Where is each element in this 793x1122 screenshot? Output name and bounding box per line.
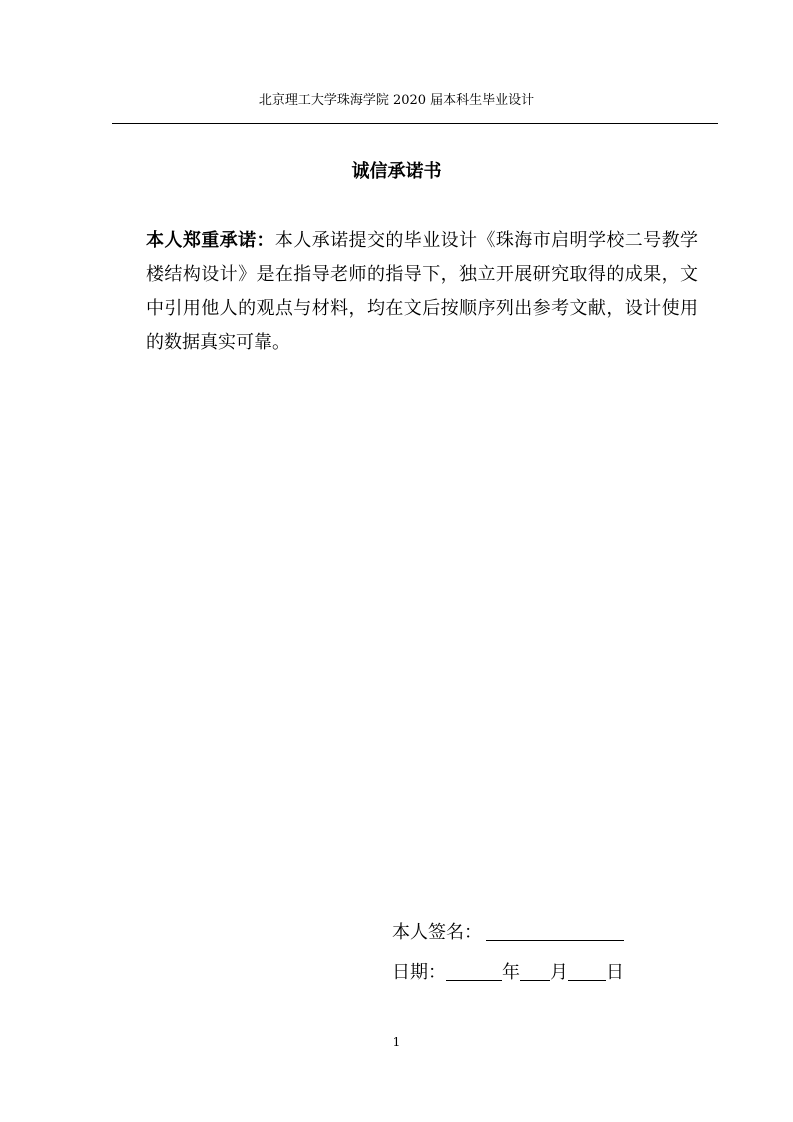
statement-body: 本人承诺提交的毕业设计《珠海市启明学校二号教学楼结构设计》是在指导老师的指导下，独立开展研究取得的成果，文中引用他人的观点与材料，均在文后按顺序列出参考文献，设计使用的数据真实可靠。 [146,230,699,353]
signature-row [392,920,624,945]
year-unit: 年 [502,962,520,983]
page-title: 诚信承诺书 [351,161,442,182]
running-header: 北京理工大学珠海学院 2020 届本科生毕业设计 [258,93,535,108]
year-blank [446,960,502,981]
month-blank [520,960,550,981]
page-number: 1 [392,1035,401,1049]
signature-blank [486,920,624,941]
month-unit: 月 [550,962,568,983]
day-unit: 日 [606,962,624,983]
date-label: 日期： [392,962,446,983]
signature-label: 本人签名： [392,922,482,943]
statement-lead: 本人郑重承诺： [146,230,275,251]
header-divider [112,123,718,124]
integrity-statement [146,224,698,360]
date-row [392,960,624,985]
day-blank [568,960,606,981]
